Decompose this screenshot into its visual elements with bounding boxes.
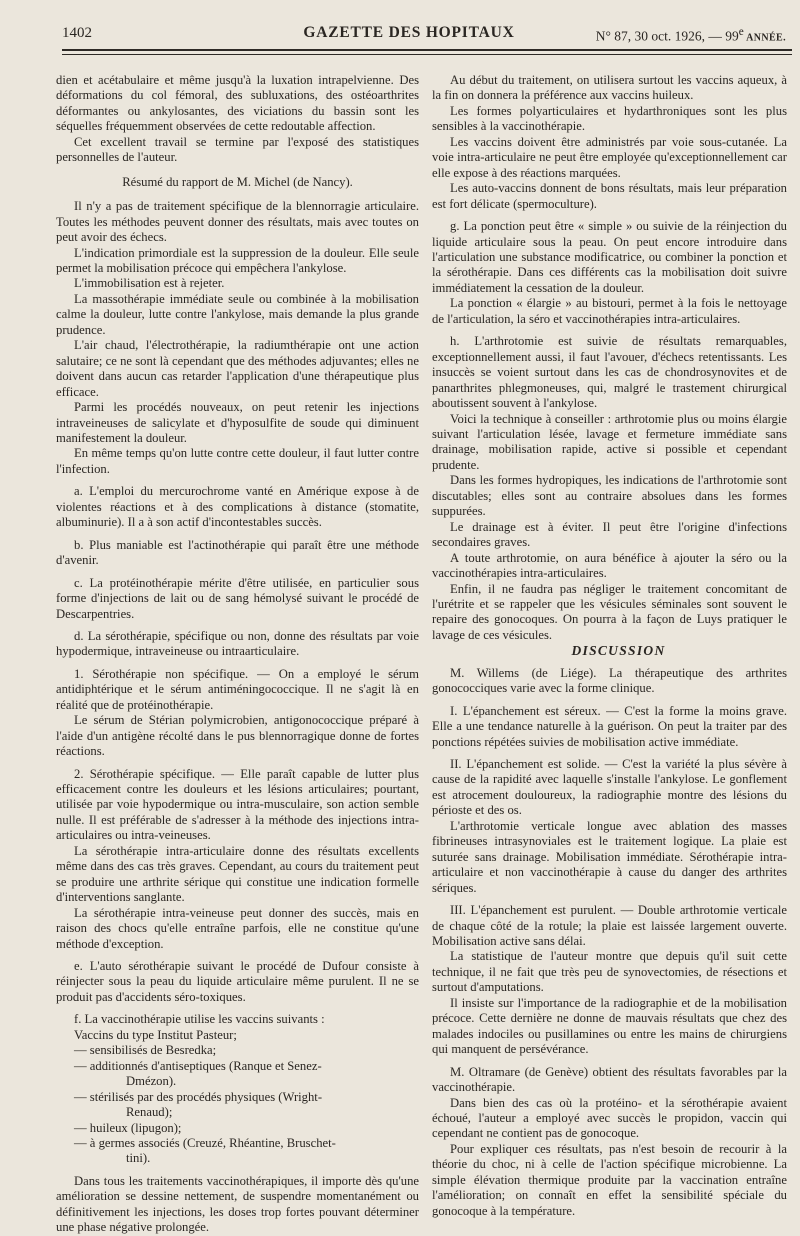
paragraph: Les formes polyarticulaires et hydarthroniques sont les plus sensibles à la vaccinothérapie. <box>432 103 787 134</box>
paragraph: L'air chaud, l'électrothérapie, la radiumthérapie ont une action salutaire; ce ne sont là cependant que des méthodes adjuvantes; elles ne doivent dans aucun cas retarder l'application d'une thérapeutique plus efficace. <box>56 338 419 399</box>
paragraph: L'indication primordiale est la suppression de la douleur. Elle seule permet la mobilisation précoce qui empêchera l'ankylose. <box>56 245 419 275</box>
left-column <box>56 73 419 1236</box>
paragraph: 2. Sérothérapie spécifique. — Elle paraît capable de lutter plus efficacement contre les douleurs et les lésions articulaires; pourtant, utilisée par voie hypodermique ou intra-musculaire, son action semble nulle. Il est préférable de s'adresser à la méthode des injections intra-articulaires ou intra-veineuses. <box>56 766 419 843</box>
vaccine-list-line: — à germes associés (Creuzé, Rhéantine, Bruschet- <box>74 1136 336 1150</box>
paragraph: M. Willems (de Liége). La thérapeutique des arthrites gonococciques varie avec la forme clinique. <box>432 665 787 696</box>
paragraph: L'arthrotomie verticale longue avec ablation des masses fibrineuses intrasynoviales est le traitement logique. La plaie est suturée sans drainage. Mobilisation immédiate. Sérothérapie intra-articulaire et non vaccinothérapie à cause du danger des arthrites sériques. <box>432 818 787 895</box>
paragraph: Cet excellent travail se termine par l'exposé des statistiques personnelles de l'auteur. <box>56 134 419 165</box>
paragraph: III. L'épanchement est purulent. — Double arthrotomie verticale de chaque côté de la rotule; la plaie est laissée largement ouverte. Mobilisation active sans délai. <box>432 903 787 949</box>
paragraph: Parmi les procédés nouveaux, on peut retenir les injections intraveineuses de salicylate et d'hyposulfite de soude qui diminuent manifestement la douleur. <box>56 400 419 445</box>
paragraph: c. La protéinothérapie mérite d'être utilisée, en particulier sous forme d'injections de lait ou de sang hémolysé suivant le procédé de Descarpentries. <box>56 575 419 621</box>
paragraph: 1. Sérothérapie non spécifique. — On a employé le sérum antidiphtérique et le sérum antiméningococcique. Il ne s'agit là en réalité que de protéinothérapie. <box>56 666 419 712</box>
paragraph: La statistique de l'auteur montre que depuis qu'il suit cette technique, il ne fait que très peu de synovectomies, de résections et surtout d'amputations. <box>432 949 787 995</box>
paragraph: La sérothérapie intra-veineuse peut donner des succès, mais en raison des chocs qu'elle entraîne parfois, elle ne constitue qu'une méthode d'exception. <box>56 905 419 951</box>
paragraph: Dans bien des cas où la protéino- et la sérothérapie avaient échoué, l'auteur a employé avec succès le propidon, vaccin qui cependant ne contient pas de gonocoque. <box>432 1095 787 1141</box>
paragraph: II. L'épanchement est solide. — C'est la variété la plus sévère à cause de la rapidité avec laquelle s'installe l'ankylose. Le gonflement est atrocement douloureux, la radiographie montre des lésions du périoste et des os. <box>432 757 787 818</box>
vaccine-list-line: — stérilisés par des procédés physiques (Wright- <box>74 1089 323 1104</box>
paragraph: I. L'épanchement est séreux. — C'est la forme la moins grave. Elle a une tendance naturelle à la guérison. On peut la traiter par des ponctions répétées suivies de mobilisation active immédiate. <box>432 703 787 749</box>
discussion-heading: DISCUSSION <box>571 643 666 659</box>
paragraph: Le drainage est à éviter. Il peut être l'origine d'infections secondaires graves. <box>432 519 787 550</box>
paragraph: h. L'arthrotomie est suivie de résultats remarquables, exceptionnellement aussi, il faut l'avouer, d'échecs retentissants. Les insuccès se voient surtout dans les cas de chondrosynovites et de panarthrites phlegmoneuses, qui, malgré le trastement chirurgical aboutissent souvent à l'ankylose. <box>432 334 787 411</box>
running-header <box>62 22 786 46</box>
vaccine-list-line: Dmézon). <box>126 1074 177 1089</box>
vaccine-list-line: Renaud); <box>126 1105 173 1120</box>
header-rule-thick <box>62 49 792 51</box>
paragraph: dien et acétabulaire et même jusqu'à la luxation intrapelvienne. Des déformations du col fémoral, des subluxations, des ostéoarthrites déformantes ou ankylosantes, des viciations du bassin sont les séquelles fréquemment observées de cette redoutable affection. <box>56 73 419 134</box>
paragraph: La ponction « élargie » au bistouri, permet à la fois le nettoyage de l'articulation, la séro et vaccinothérapies intra-articulaires. <box>432 296 787 326</box>
issue-main: N° 87, 30 oct. 1926, — 99 <box>595 28 739 44</box>
paragraph: Il insiste sur l'importance de la radiographie et de la mobilisation précoce. Cette dernière ne donne de mauvais résultats que chez des malades indociles ou pusillamines ou entre les mains de chirurgiens qui manquent de persévérance. <box>432 995 787 1057</box>
paragraph: Enfin, il ne faudra pas négliger le traitement concomitant de l'urétrite et se rappeler que les vésicules séminales sont souvent le repaire des gonocoques. On pourra à la façon de Luys pratiquer le lavage de ces vésicules. <box>432 581 787 642</box>
paragraph: Au début du traitement, on utilisera surtout les vaccins aqueux, à la fin on donnera la préférence aux vaccins huileux. <box>432 73 787 103</box>
vaccine-list-line: — sensibilisés de Besredka; <box>74 1043 217 1058</box>
paragraph: En même temps qu'on lutte contre cette douleur, il faut lutter contre l'infection. <box>56 446 419 476</box>
vaccine-list-line: — huileux (lipugon); <box>74 1120 182 1135</box>
vaccine-list-line: — additionnés d'antiseptiques (Ranque et Senez- <box>74 1058 322 1073</box>
journal-title: GAZETTE DES HOPITAUX <box>303 24 515 41</box>
page-number: 1402 <box>62 25 92 41</box>
vaccine-list-line: tini). <box>126 1151 151 1166</box>
paragraph: La sérothérapie intra-articulaire donne des résultats excellents même dans des cas très graves. Cependant, au cours du traitement peut se produire une arthrite sérique qui constitue une indication formelle d'interventions sanglante. <box>56 843 419 905</box>
paragraph: L'immobilisation est à rejeter. <box>74 276 225 291</box>
paragraph: M. Oltramare (de Genève) obtient des résultats favorables par la vaccinothérapie. <box>432 1064 787 1095</box>
right-column <box>432 73 787 1219</box>
paragraph: d. La sérothérapie, spécifique ou non, donne des résultats par voie hypodermique, intraveineuse ou intraarticulaire. <box>56 628 419 659</box>
section-heading: Résumé du rapport de M. Michel (de Nancy). <box>122 174 353 189</box>
paragraph: Le sérum de Stérian polymicrobien, antigonococcique préparé à l'aide d'un antigène récolté dans le pus blennorragique donne de fortes réactions. <box>56 713 419 759</box>
issue-info <box>596 26 786 45</box>
paragraph: Il n'y a pas de traitement spécifique de la blennorragie articulaire. Toutes les méthodes peuvent donner des résultats, mais avec toutes on peut avoir des échecs. <box>56 199 419 245</box>
paragraph: Dans les formes hydropiques, les indications de l'arthrotomie sont discutables; elles sont au contraire absolues dans les formes suppurées. <box>432 473 787 519</box>
issue-sup: e <box>738 26 744 38</box>
paragraph: Les vaccins doivent être administrés par voie sous-cutanée. La voie intra-articulaire ne peut être employée qu'exceptionnellement car elle expose à des réactions marquées. <box>432 134 787 180</box>
paragraph: e. L'auto sérothérapie suivant le procédé de Dufour consiste à réinjecter sous la peau du liquide articulaire même purulent. Il ne se produit pas d'accidents séro-toxiques. <box>56 959 419 1004</box>
paragraph: b. Plus maniable est l'actinothérapie qui paraît être une méthode d'avenir. <box>56 537 419 568</box>
header-rule-thin <box>62 54 792 55</box>
paragraph: Dans tous les traitements vaccinothérapiques, il importe dès qu'une amélioration se dessine nettement, de suspendre momentanément ou définitivement les injections, les doses trop fortes pouvant déterminer une phase négative prolongée. <box>56 1173 419 1235</box>
paragraph: a. L'emploi du mercurochrome vanté en Amérique expose à de violentes réactions et à des complications à distance (stomatite, albuminurie). Il a à son actif d'incontestables succès. <box>56 484 419 530</box>
paragraph: A toute arthrotomie, on aura bénéfice à ajouter la séro ou la vaccinothérapies intra-articulaires. <box>432 550 787 581</box>
paragraph: f. La vaccinothérapie utilise les vaccins suivants : <box>74 1012 325 1027</box>
paragraph: La massothérapie immédiate seule ou combinée à la mobilisation calme la douleur, lutte contre l'ankylose, mais demande la plus grande prudence. <box>56 291 419 337</box>
paragraph: g. La ponction peut être « simple » ou suivie de la réinjection du liquide articulaire sous la peau. On peut encore introduire dans l'articulation une substance modificatrice, ou combiner la ponction et la sérothérapie. Dans ces différents cas la mobilisation doit suivre immédiatement la cessation de la douleur. <box>432 219 787 295</box>
paragraph: Voici la technique à conseiller : arthrotomie plus ou moins élargie suivant l'articulation lésée, lavage et fermeture immédiate sans drainage, mobilisation rapide, active si possible et cependant prudente. <box>432 411 787 472</box>
issue-sc: ANNÉE. <box>743 32 786 44</box>
paragraph: Les auto-vaccins donnent de bons résultats, mais leur préparation est fort délicate (spermoculture). <box>432 181 787 211</box>
vaccine-list-line: Vaccins du type Institut Pasteur; <box>74 1027 237 1042</box>
paragraph: Pour expliquer ces résultats, pas n'est besoin de recourir à la théorie du choc, ni à celle de l'action spécifique microbienne. La simple élévation thermique produite par la vaccination entraîne l'amélioration; on connaît en effet la sensibilité spéciale du gonocoque à la température. <box>432 1141 787 1218</box>
